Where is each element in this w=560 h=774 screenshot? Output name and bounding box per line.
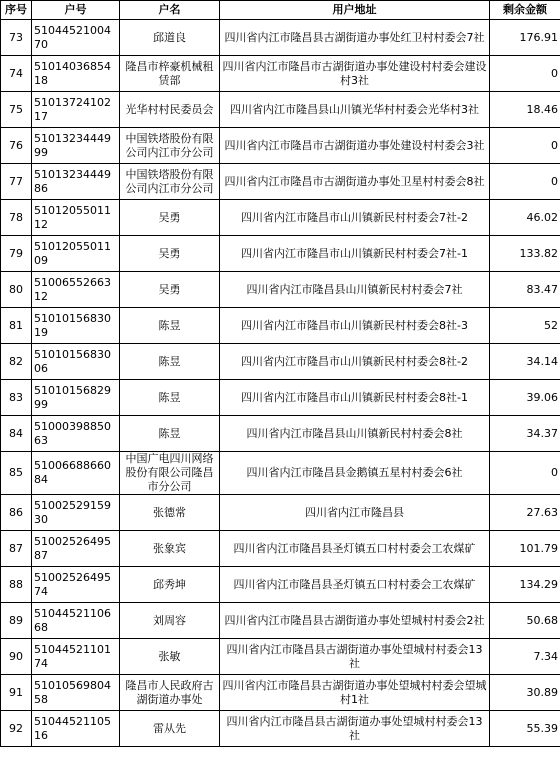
row-index: 75	[1, 92, 32, 128]
table-row	[1, 200, 560, 236]
row-account-number: 5104452110174	[32, 639, 120, 675]
row-address: 四川省内江市隆昌县圣灯镇五口村村委会工农煤矿	[220, 567, 490, 603]
table-row	[1, 92, 560, 128]
row-amount: 0	[490, 56, 560, 92]
row-address: 四川省内江市隆昌县山川镇光华村村委会光华村3社	[220, 92, 490, 128]
row-amount: 0	[490, 128, 560, 164]
table-row	[1, 711, 560, 747]
row-account-number: 5101323444986	[32, 164, 120, 200]
row-account-name: 中国铁塔股份有限公司内江市分公司	[120, 164, 220, 200]
row-account-number: 5104452110668	[32, 603, 120, 639]
row-account-name: 中国铁塔股份有限公司内江市分公司	[120, 128, 220, 164]
row-account-number: 5101015683019	[32, 308, 120, 344]
row-index: 77	[1, 164, 32, 200]
row-amount: 134.29	[490, 567, 560, 603]
row-address: 四川省内江市隆昌市山川镇新民村村委会8社-1	[220, 380, 490, 416]
table-row	[1, 20, 560, 56]
row-amount: 176.91	[490, 20, 560, 56]
row-account-name: 张德常	[120, 495, 220, 531]
row-index: 79	[1, 236, 32, 272]
row-amount: 18.46	[490, 92, 560, 128]
row-amount: 27.63	[490, 495, 560, 531]
row-address: 四川省内江市隆昌县古湖街道办事处红卫村村委会7社	[220, 20, 490, 56]
row-account-number: 5100252649574	[32, 567, 120, 603]
table-row	[1, 452, 560, 495]
table-row	[1, 416, 560, 452]
row-index: 85	[1, 452, 32, 495]
table-row	[1, 567, 560, 603]
table-row	[1, 128, 560, 164]
header-index: 序号	[1, 1, 32, 20]
row-amount: 0	[490, 164, 560, 200]
row-index: 74	[1, 56, 32, 92]
header-account-number: 户号	[32, 1, 120, 20]
table-row	[1, 639, 560, 675]
row-account-name: 中国广电四川网络股份有限公司隆昌市分公司	[120, 452, 220, 495]
row-amount: 0	[490, 452, 560, 495]
row-amount: 34.14	[490, 344, 560, 380]
row-account-name: 陈昱	[120, 380, 220, 416]
row-address: 四川省内江市隆昌市古湖街道办事处建设村村委会建设村3社	[220, 56, 490, 92]
row-account-name: 邱道良	[120, 20, 220, 56]
table-row	[1, 675, 560, 711]
table-row	[1, 495, 560, 531]
row-account-number: 5101372410217	[32, 92, 120, 128]
table-row	[1, 164, 560, 200]
header-remaining-amount: 剩余金额	[490, 1, 560, 20]
row-amount: 101.79	[490, 531, 560, 567]
row-account-name: 雷从先	[120, 711, 220, 747]
row-index: 87	[1, 531, 32, 567]
row-account-number: 5101015682999	[32, 380, 120, 416]
row-account-number: 5104452110516	[32, 711, 120, 747]
row-amount: 34.37	[490, 416, 560, 452]
row-index: 84	[1, 416, 32, 452]
row-address: 四川省内江市隆昌县古湖街道办事处望城村村委会2社	[220, 603, 490, 639]
row-address: 四川省内江市隆昌县古湖街道办事处望城村村委会望城村1社	[220, 675, 490, 711]
row-index: 91	[1, 675, 32, 711]
row-index: 83	[1, 380, 32, 416]
row-address: 四川省内江市隆昌市山川镇新民村村委会8社-3	[220, 308, 490, 344]
row-account-number: 5100252649587	[32, 531, 120, 567]
row-index: 82	[1, 344, 32, 380]
table-row	[1, 380, 560, 416]
row-amount: 39.06	[490, 380, 560, 416]
row-address: 四川省内江市隆昌市古湖街道办事处卫星村村委会8社	[220, 164, 490, 200]
row-account-name: 邱秀坤	[120, 567, 220, 603]
row-index: 78	[1, 200, 32, 236]
table-row	[1, 236, 560, 272]
header-row	[1, 1, 560, 20]
row-account-number: 5101015683006	[32, 344, 120, 380]
row-address: 四川省内江市隆昌县	[220, 495, 490, 531]
row-amount: 83.47	[490, 272, 560, 308]
row-account-name: 隆昌市人民政府古湖街道办事处	[120, 675, 220, 711]
row-account-number: 5100668866084	[32, 452, 120, 495]
row-address: 四川省内江市隆昌县圣灯镇五口村村委会工农煤矿	[220, 531, 490, 567]
row-amount: 30.89	[490, 675, 560, 711]
row-address: 四川省内江市隆昌县山川镇新民村村委会7社	[220, 272, 490, 308]
row-index: 80	[1, 272, 32, 308]
row-account-number: 5101323444999	[32, 128, 120, 164]
row-account-number: 5101056980458	[32, 675, 120, 711]
row-account-name: 吴勇	[120, 200, 220, 236]
row-amount: 50.68	[490, 603, 560, 639]
row-address: 四川省内江市隆昌市山川镇新民村村委会8社-2	[220, 344, 490, 380]
table-row	[1, 344, 560, 380]
row-index: 76	[1, 128, 32, 164]
row-address: 四川省内江市隆昌县山川镇新民村村委会8社	[220, 416, 490, 452]
row-account-number: 5100252915930	[32, 495, 120, 531]
row-amount: 7.34	[490, 639, 560, 675]
row-account-number: 5101205501109	[32, 236, 120, 272]
table-row	[1, 56, 560, 92]
row-account-name: 张敏	[120, 639, 220, 675]
table-row	[1, 603, 560, 639]
row-account-number: 5100039885063	[32, 416, 120, 452]
row-address: 四川省内江市隆昌市山川镇新民村村委会7社-2	[220, 200, 490, 236]
row-account-number: 5104452100470	[32, 20, 120, 56]
table-row	[1, 308, 560, 344]
row-account-name: 光华村村民委员会	[120, 92, 220, 128]
row-account-name: 陈昱	[120, 416, 220, 452]
row-index: 73	[1, 20, 32, 56]
row-account-name: 陈昱	[120, 344, 220, 380]
row-index: 88	[1, 567, 32, 603]
row-index: 89	[1, 603, 32, 639]
row-index: 86	[1, 495, 32, 531]
row-account-name: 刘周容	[120, 603, 220, 639]
row-address: 四川省内江市隆昌县金鹅镇五星村村委会6社	[220, 452, 490, 495]
row-account-number: 5101403685418	[32, 56, 120, 92]
row-amount: 55.39	[490, 711, 560, 747]
row-address: 四川省内江市隆昌县古湖街道办事处望城村村委会13社	[220, 711, 490, 747]
row-address: 四川省内江市隆昌县古湖街道办事处望城村村委会13社	[220, 639, 490, 675]
row-index: 92	[1, 711, 32, 747]
row-account-number: 5100655266312	[32, 272, 120, 308]
header-account-name: 户名	[120, 1, 220, 20]
row-amount: 52	[490, 308, 560, 344]
row-account-name: 陈昱	[120, 308, 220, 344]
row-account-name: 吴勇	[120, 236, 220, 272]
row-address: 四川省内江市隆昌市山川镇新民村村委会7社-1	[220, 236, 490, 272]
row-address: 四川省内江市隆昌市古湖街道办事处建设村村委会3社	[220, 128, 490, 164]
row-index: 81	[1, 308, 32, 344]
row-account-name: 隆昌市梓豪机械租赁部	[120, 56, 220, 92]
table-row	[1, 272, 560, 308]
row-account-name: 吴勇	[120, 272, 220, 308]
row-account-name: 张象宾	[120, 531, 220, 567]
header-address: 用户地址	[220, 1, 490, 20]
table-row	[1, 531, 560, 567]
row-amount: 133.82	[490, 236, 560, 272]
row-amount: 46.02	[490, 200, 560, 236]
row-account-number: 5101205501112	[32, 200, 120, 236]
row-index: 90	[1, 639, 32, 675]
